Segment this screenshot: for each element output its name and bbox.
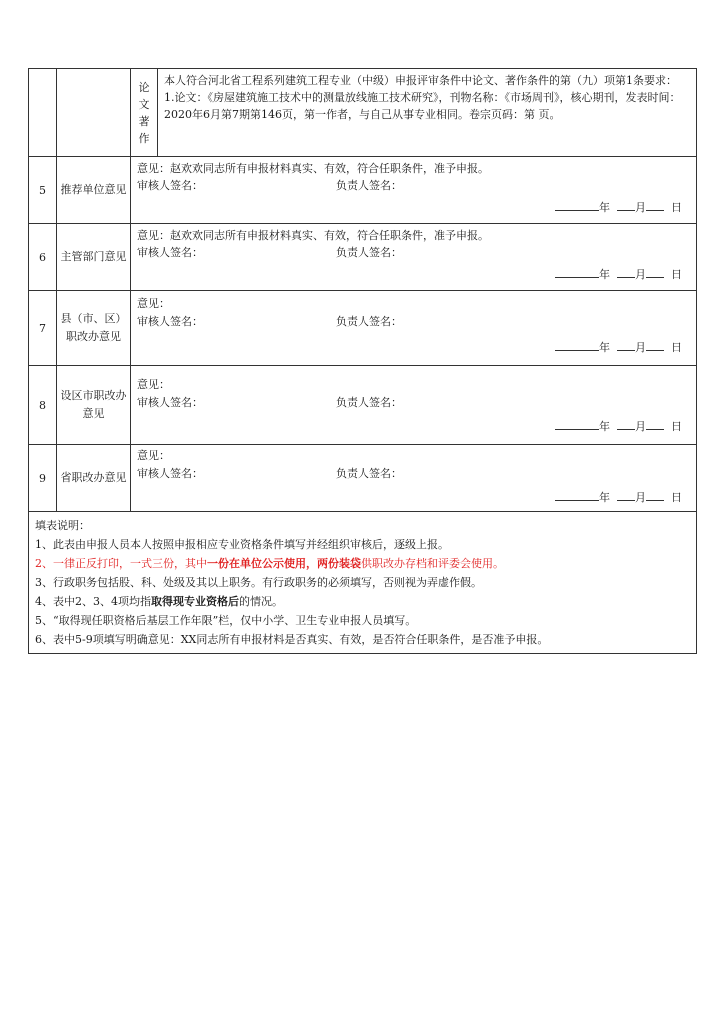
- opinion-cell: [131, 366, 697, 445]
- opinion-cell: [131, 157, 697, 224]
- evaluation-form-table: [28, 68, 697, 654]
- note-6: 6、表中5-9项填写明确意见：XX同志所有申报材料是否真实、有效，是否符合任职条件，是否准予申报。: [35, 633, 549, 646]
- opinion-text: 意见：赵欢欢同志所有申报材料真实、有效，符合任职条件，准予申报。: [137, 229, 489, 242]
- unit-label: 县（市、区）职改办意见: [57, 291, 131, 366]
- opinion-row-6: [29, 224, 697, 291]
- thesis-content: [158, 69, 697, 157]
- opinion-cell: [131, 291, 697, 366]
- thesis-line-2: 1.论文：《房屋建筑施工技术中的测量放线施工技术研究》，刊物名称：《市场周刊》，核心期刊，发表时间：2020年6月第7期第146页，第一作者，与自己从事专业相同。卷宗页码：第 页。: [164, 91, 681, 121]
- reviewer-signature-label: 审核人签名：: [137, 179, 203, 192]
- note-5: 5、“取得现任职资格后基层工作年限”栏，仅中小学、卫生专业申报人员填写。: [35, 614, 417, 627]
- date-line: 年 月 日: [555, 339, 682, 355]
- unit-label: 省职改办意见: [57, 445, 131, 512]
- opinion-row-8: [29, 366, 697, 445]
- opinion-cell: [131, 445, 697, 512]
- responsible-signature-label: 负责人签名：: [336, 467, 402, 480]
- opinion-row-7: [29, 291, 697, 366]
- opinion-text: 意见：: [137, 449, 170, 462]
- date-line: 年 月 日: [555, 418, 682, 434]
- note-4: 4、表中2、3、4项均指取得现专业资格后的情况。: [35, 595, 283, 608]
- row-number: 7: [29, 291, 57, 366]
- responsible-signature-label: 负责人签名：: [336, 179, 402, 192]
- unit-label: 设区市职改办意见: [57, 366, 131, 445]
- note-2: 2、一律正反打印，一式三份，其中一份在单位公示使用，两份装袋供职改办存档和评委会使用。: [35, 557, 504, 570]
- reviewer-signature-label: 审核人签名：: [137, 396, 203, 409]
- unit-label: 主管部门意见: [57, 224, 131, 291]
- opinion-text: 意见：: [137, 297, 170, 310]
- filling-instructions: [29, 512, 697, 654]
- opinion-row-5: [29, 157, 697, 224]
- responsible-signature-label: 负责人签名：: [336, 315, 402, 328]
- notes-row: [29, 512, 697, 654]
- responsible-signature-label: 负责人签名：: [336, 246, 402, 259]
- row-number: 8: [29, 366, 57, 445]
- thesis-line-1: 本人符合河北省工程系列建筑工程专业（中级）申报评审条件中论文、著作条件的第（九）项第1条要求：: [164, 74, 677, 87]
- empty-cell: [29, 69, 57, 157]
- opinion-text: 意见：: [137, 378, 170, 391]
- date-line: 年 月 日: [555, 199, 682, 215]
- reviewer-signature-label: 审核人签名：: [137, 315, 203, 328]
- reviewer-signature-label: 审核人签名：: [137, 246, 203, 259]
- notes-title: 填表说明：: [35, 519, 90, 532]
- date-line: 年 月 日: [555, 266, 682, 282]
- thesis-label: 论 文 著 作: [131, 69, 158, 157]
- date-line: 年 月 日: [555, 489, 682, 505]
- row-number: 6: [29, 224, 57, 291]
- note-3: 3、行政职务包括股、科、处级及其以上职务。有行政职务的必须填写，否则视为弄虚作假。: [35, 576, 482, 589]
- empty-cell: [57, 69, 131, 157]
- responsible-signature-label: 负责人签名：: [336, 396, 402, 409]
- reviewer-signature-label: 审核人签名：: [137, 467, 203, 480]
- opinion-row-9: [29, 445, 697, 512]
- thesis-row: [29, 69, 697, 157]
- note-1: 1、此表由申报人员本人按照申报相应专业资格条件填写并经组织审核后，逐级上报。: [35, 538, 449, 551]
- row-number: 9: [29, 445, 57, 512]
- opinion-text: 意见：赵欢欢同志所有申报材料真实、有效，符合任职条件，准予申报。: [137, 162, 489, 175]
- opinion-cell: [131, 224, 697, 291]
- row-number: 5: [29, 157, 57, 224]
- unit-label: 推荐单位意见: [57, 157, 131, 224]
